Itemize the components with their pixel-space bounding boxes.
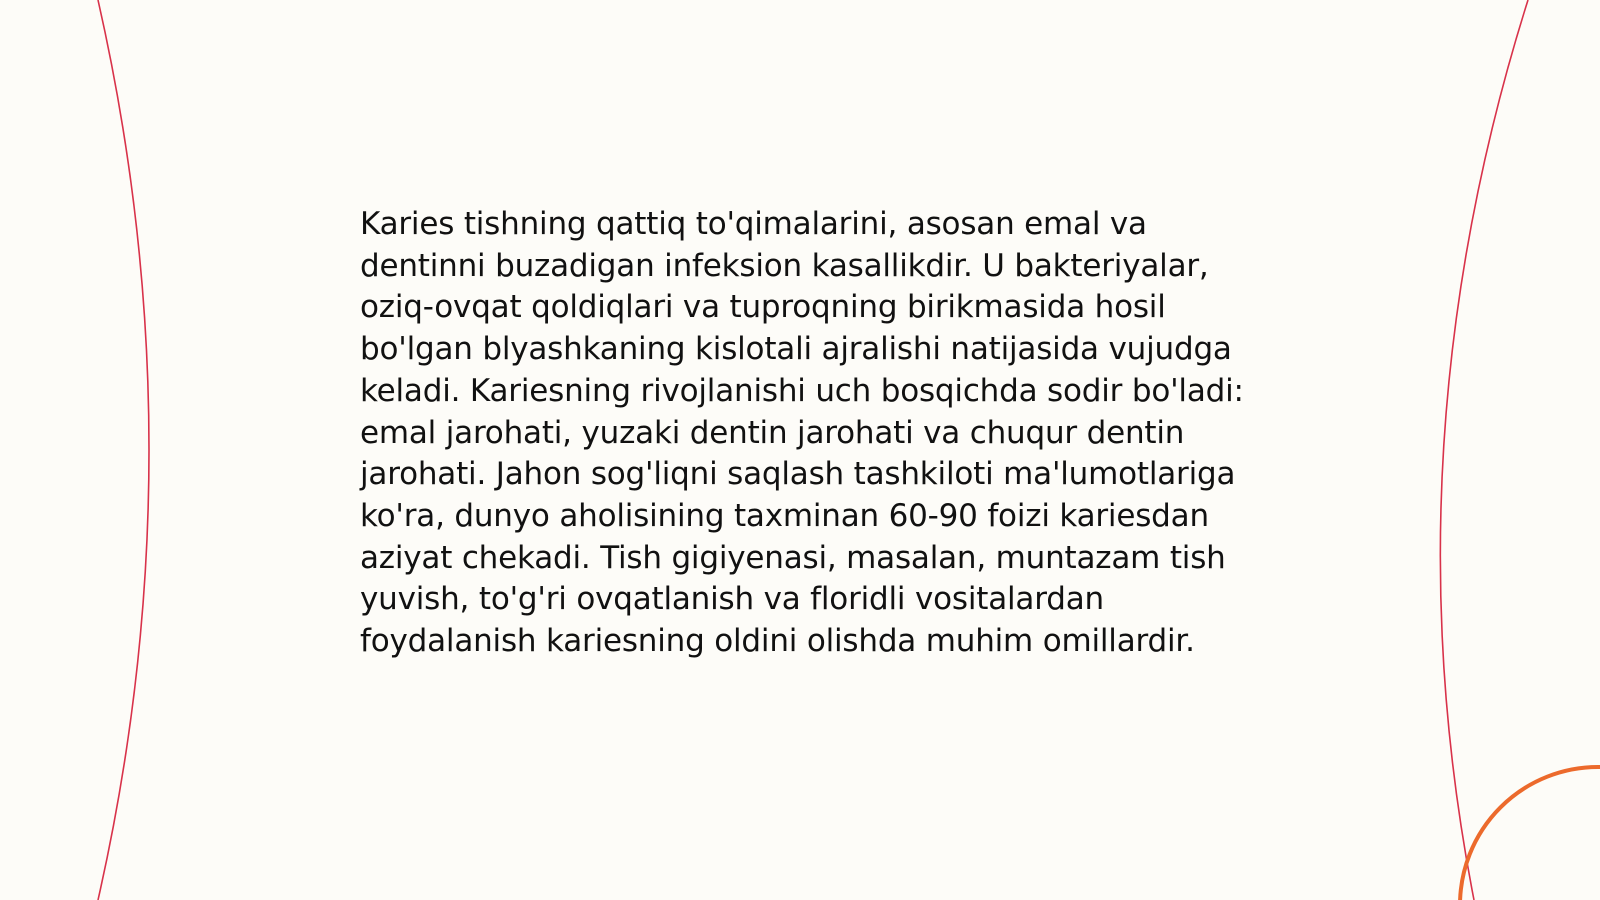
body-paragraph: Karies tishning qattiq to'qimalarini, asosan emal va dentinni buzadigan infeksion kasallikdir. U bakteriyalar, oziq-ovqat qoldiqlari va tuproqning birikmasida hosil bo'lgan blyashkaning kislotali ajralishi natijasida vujudga keladi. Kariesning rivojlanishi uch bosqichda sodir bo'ladi: emal jarohati, yuzaki dentin jarohati va chuqur dentin jarohati. Jahon sog'liqni saqlash tashkiloti ma'lumotlariga ko'ra, dunyo aholisining taxminan 60-90 foizi kariesdan aziyat chekadi. Tish gigiyenasi, masalan, muntazam tish yuvish, to'g'ri ovqatlanish va floridli vositalardan foydalanish kariesning oldini olishda muhim omillardir.: [360, 206, 1244, 660]
left-curve: [98, 0, 149, 900]
accent-circle: [1460, 767, 1600, 900]
right-curve: [1440, 0, 1528, 900]
